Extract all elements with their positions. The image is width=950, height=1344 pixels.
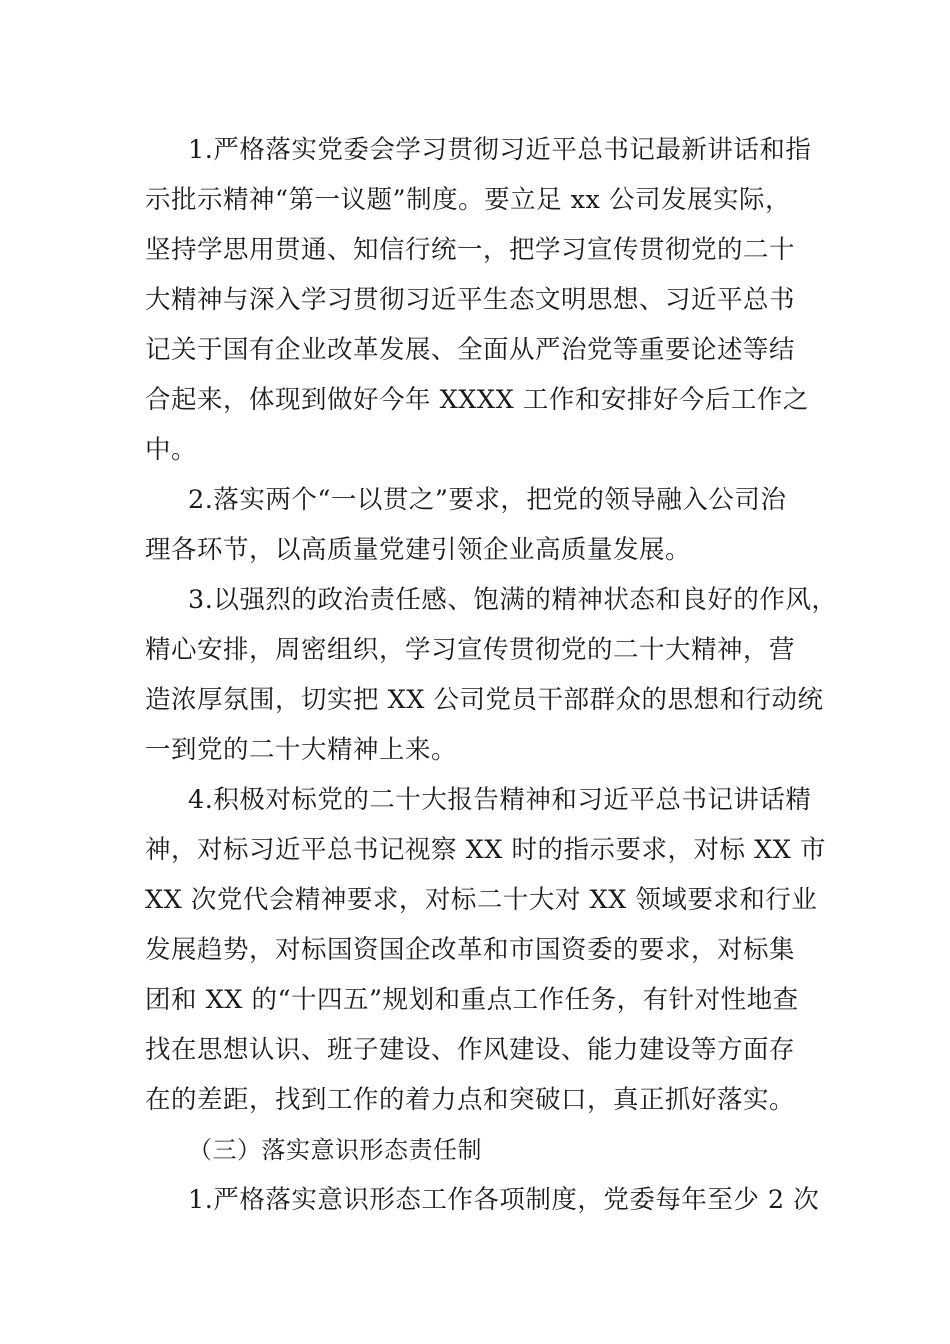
paragraph-3-line-4: 一到党的二十大精神上来。	[145, 735, 458, 765]
paragraph-5-line-1: 1.严格落实意识形态工作各项制度，党委每年至少 2 次	[188, 1185, 820, 1215]
paragraph-2-line-1: 2.落实两个“一以贯之”要求，把党的领导融入公司治	[188, 485, 787, 515]
paragraph-1-line-4: 大精神与深入学习贯彻习近平生态文明思想、习近平总书	[145, 285, 796, 315]
paragraph-3-line-3: 造浓厚氛围，切实把 XX 公司党员干部群众的思想和行动统	[145, 685, 824, 715]
paragraph-1-line-7: 中。	[145, 435, 198, 465]
paragraph-3-line-1: 3.以强烈的政治责任感、饱满的精神状态和良好的作风，	[188, 585, 838, 615]
paragraph-1-line-6: 合起来，体现到做好今年 XXXX 工作和安排好今后工作之	[145, 385, 809, 415]
paragraph-4-line-1: 4.积极对标党的二十大报告精神和习近平总书记讲话精	[188, 785, 812, 815]
paragraph-4-line-7: 在的差距，找到工作的着力点和突破口，真正抓好落实。	[145, 1085, 796, 1115]
paragraph-1-line-5: 记关于国有企业改革发展、全面从严治党等重要论述等结	[145, 335, 796, 365]
paragraph-4-line-6: 找在思想认识、班子建设、作风建设、能力建设等方面存	[145, 1035, 796, 1065]
paragraph-4-line-4: 发展趋势，对标国资国企改革和市国资委的要求，对标集	[145, 935, 796, 965]
paragraph-4-line-3: XX 次党代会精神要求，对标二十大对 XX 领域要求和行业	[145, 885, 818, 915]
paragraph-1-line-2: 示批示精神“第一议题”制度。要立足 xx 公司发展实际，	[145, 185, 792, 215]
paragraph-4-line-5: 团和 XX 的“十四五”规划和重点工作任务，有针对性地查	[145, 985, 799, 1015]
paragraph-3-line-2: 精心安排，周密组织，学习宣传贯彻党的二十大精神，营	[145, 635, 796, 665]
paragraph-2-line-2: 理各环节，以高质量党建引领企业高质量发展。	[145, 535, 692, 565]
paragraph-1-line-3: 坚持学思用贯通、知信行统一，把学习宣传贯彻党的二十	[145, 235, 796, 265]
section-heading: （三）落实意识形态责任制	[188, 1136, 482, 1164]
paragraph-4-line-2: 神，对标习近平总书记视察 XX 时的指示要求，对标 XX 市	[145, 835, 827, 865]
paragraph-1-line-1: 1.严格落实党委会学习贯彻习近平总书记最新讲话和指	[188, 135, 812, 165]
